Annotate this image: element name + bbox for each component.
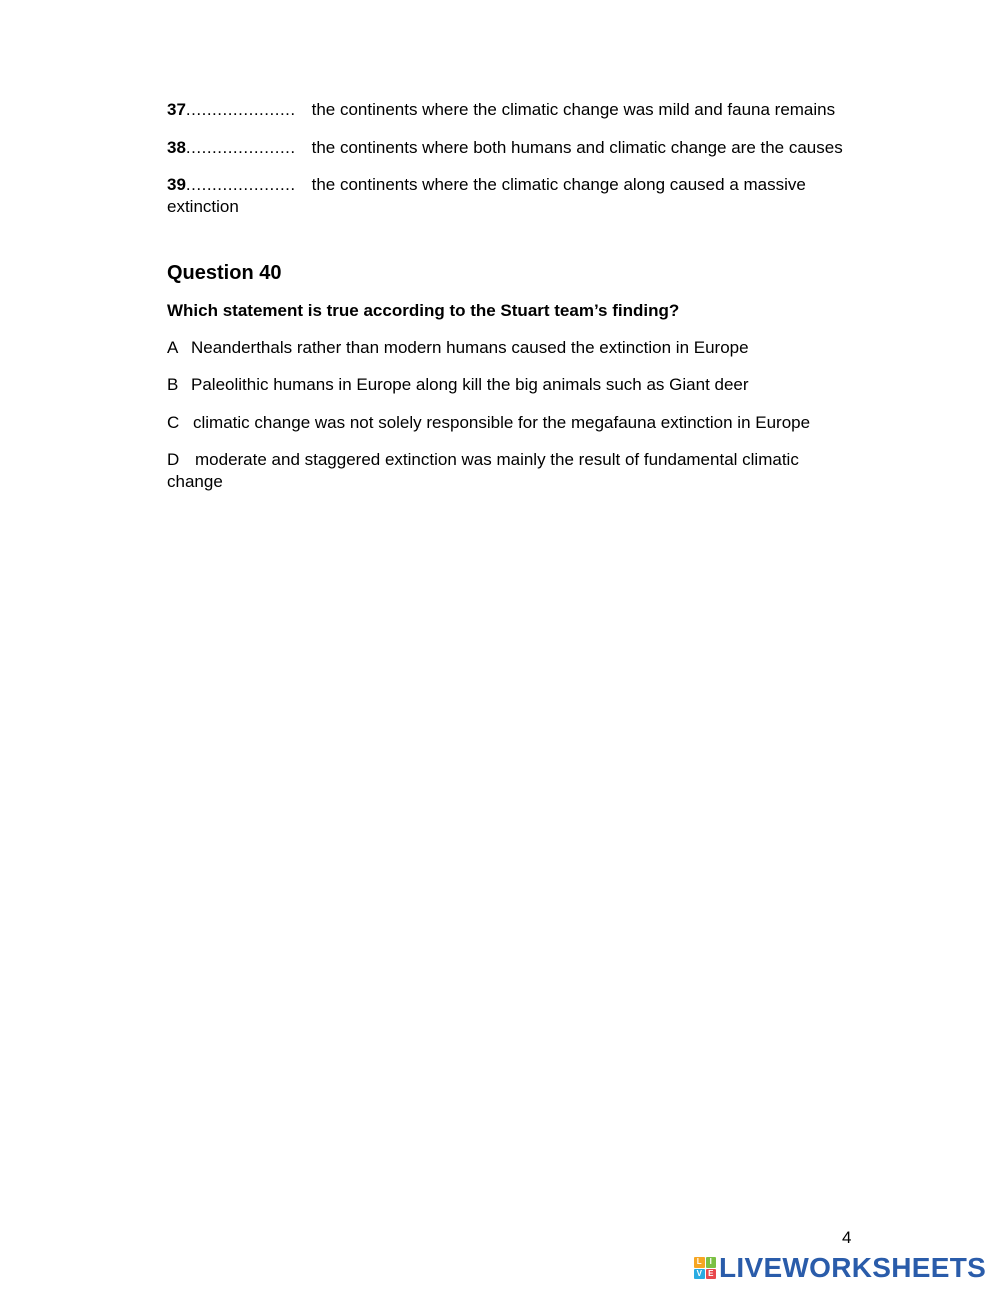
matching-item-38	[167, 137, 843, 159]
logo-letter: L	[694, 1257, 705, 1268]
answer-blank[interactable]: .....................	[185, 175, 296, 194]
item-text-continuation: extinction	[167, 197, 239, 216]
option-d[interactable]	[167, 449, 799, 471]
logo-letter: V	[694, 1269, 705, 1280]
option-letter: B	[167, 375, 179, 394]
answer-blank[interactable]: .....................	[185, 138, 296, 157]
option-text: climatic change was not solely responsible for the megafauna extinction in Europe	[193, 413, 811, 432]
item-text: the continents where the climatic change was mild and fauna remains	[311, 100, 836, 119]
option-letter: D	[167, 450, 180, 469]
option-text-continuation: change	[167, 472, 223, 491]
option-text: Paleolithic humans in Europe along kill the big animals such as Giant deer	[191, 375, 749, 394]
option-c[interactable]	[167, 412, 810, 434]
option-b[interactable]	[167, 374, 749, 396]
liveworksheets-logo-icon	[694, 1257, 716, 1279]
option-text: Neanderthals rather than modern humans caused the extinction in Europe	[191, 338, 749, 357]
matching-item-37	[167, 99, 835, 121]
item-text: the continents where both humans and climatic change are the causes	[311, 138, 843, 157]
page-number: 4	[842, 1228, 852, 1247]
logo-letter: I	[706, 1257, 717, 1268]
item-number: 37	[167, 100, 186, 119]
option-text: moderate and staggered extinction was mainly the result of fundamental climatic	[195, 450, 799, 469]
option-a[interactable]	[167, 337, 749, 359]
brand-name: LIVEWORKSHEETS	[719, 1252, 987, 1283]
item-number: 39	[167, 175, 186, 194]
liveworksheets-brand	[694, 1253, 986, 1283]
item-number: 38	[167, 138, 186, 157]
matching-item-39	[167, 174, 806, 196]
option-letter: A	[167, 338, 179, 357]
logo-letter: E	[706, 1269, 717, 1280]
answer-blank[interactable]: .....................	[185, 100, 296, 119]
item-text: the continents where the climatic change along caused a massive	[311, 175, 806, 194]
option-letter: C	[167, 413, 180, 432]
question-heading: Question 40	[167, 262, 282, 284]
question-prompt: Which statement is true according to the Stuart team’s finding?	[167, 301, 680, 320]
